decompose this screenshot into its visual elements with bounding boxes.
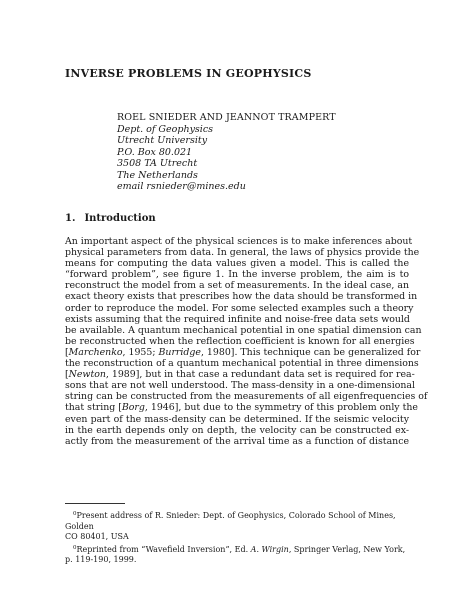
citation-author: Borg: [121, 402, 145, 414]
citation-author: Newton: [68, 369, 106, 381]
footnote-address: $^0$Present address of R. Snieder: Dept. of Geophysics, Colorado School of Mines, Golden: [65, 511, 396, 531]
section-heading: [65, 213, 156, 224]
body-line-citation: [Marchenko, 1955; Burridge, 1980]. This technique can be generalized for: [65, 346, 421, 358]
section-number: 1.: [65, 213, 76, 224]
body-line: “forward problem”, see figure 1. In the inverse problem, the aim is to: [65, 269, 409, 281]
affiliation-university: Utrecht University: [117, 135, 208, 146]
body-line: physical parameters from data. In general, the laws of physics provide the: [65, 247, 420, 259]
body-line: means for computing the data values given a model. This is called the: [65, 258, 409, 270]
body-line: reconstruct the model from a set of measurements. In the ideal case, an: [65, 280, 409, 292]
body-line: actly from the measurement of the arrival time as a function of distance: [65, 435, 409, 447]
body-line: in the earth depends only on depth, the velocity can be constructed ex-: [65, 424, 409, 436]
body-line: An important aspect of the physical sciences is to make inferences about: [65, 236, 413, 247]
body-line: the reconstruction of a quantum mechanical potential in three dimensions: [65, 358, 419, 370]
footnotes: [65, 509, 409, 566]
footnote-mark: 0: [73, 511, 77, 517]
affiliation-department: Dept. of Geophysics: [117, 123, 214, 135]
body-line: string can be constructed from the measurements of all eigenfrequencies of: [65, 391, 428, 403]
author-block: [117, 112, 336, 193]
footnote-editor: A. Wirgin: [250, 544, 289, 554]
footnote-rule: [65, 503, 125, 504]
footnote-reprint-cont: p. 119-190, 1999.: [65, 555, 137, 564]
section-title: Introduction: [84, 213, 156, 224]
body-line: exact theory exists that prescribes how the data should be transformed in: [65, 291, 418, 303]
body-line: order to reproduce the model. For some selected examples such a theory: [65, 302, 414, 314]
body-line: be reconstructed when the reflection coefficient is known for all energies: [65, 335, 415, 347]
affiliation-email: email rsnieder@mines.edu: [117, 181, 246, 192]
footnote-mark: 0: [73, 544, 77, 551]
body-line-citation: that string [Borg, 1946], but due to the symmetry of this problem only the: [65, 402, 418, 414]
paper-title: INVERSE PROBLEMS IN GEOPHYSICS: [65, 67, 312, 80]
body-line: sons that are not well understood. The mass-density in a one-dimensional: [65, 380, 416, 392]
affiliation-country: The Netherlands: [117, 169, 198, 181]
body-line-citation: [Newton, 1989], but in that case a redundant data set is required for rea-: [65, 369, 415, 381]
citation-author: Burridge: [158, 346, 201, 358]
citation-author: Marchenko: [68, 346, 123, 358]
affiliation-city: 3508 TA Utrecht: [117, 158, 198, 169]
footnote-reprint: $^0$Reprinted from “Wavefield Inversion”, Ed. A. Wirgin, Springer Verlag, New York,: [73, 544, 406, 554]
author-names: ROEL SNIEDER AND JEANNOT TRAMPERT: [117, 112, 336, 123]
body-line: be available. A quantum mechanical potential in one spatial dimension can: [65, 324, 422, 336]
body-line: even part of the mass-density can be determined. If the seismic velocity: [65, 413, 409, 425]
footnote-address-cont: CO 80401, USA: [65, 532, 129, 541]
body-text: [65, 236, 428, 447]
body-line: exists assuming that the required infinite and noise-free data sets would: [65, 313, 410, 325]
affiliation-po-box: P.O. Box 80.021: [117, 146, 193, 158]
